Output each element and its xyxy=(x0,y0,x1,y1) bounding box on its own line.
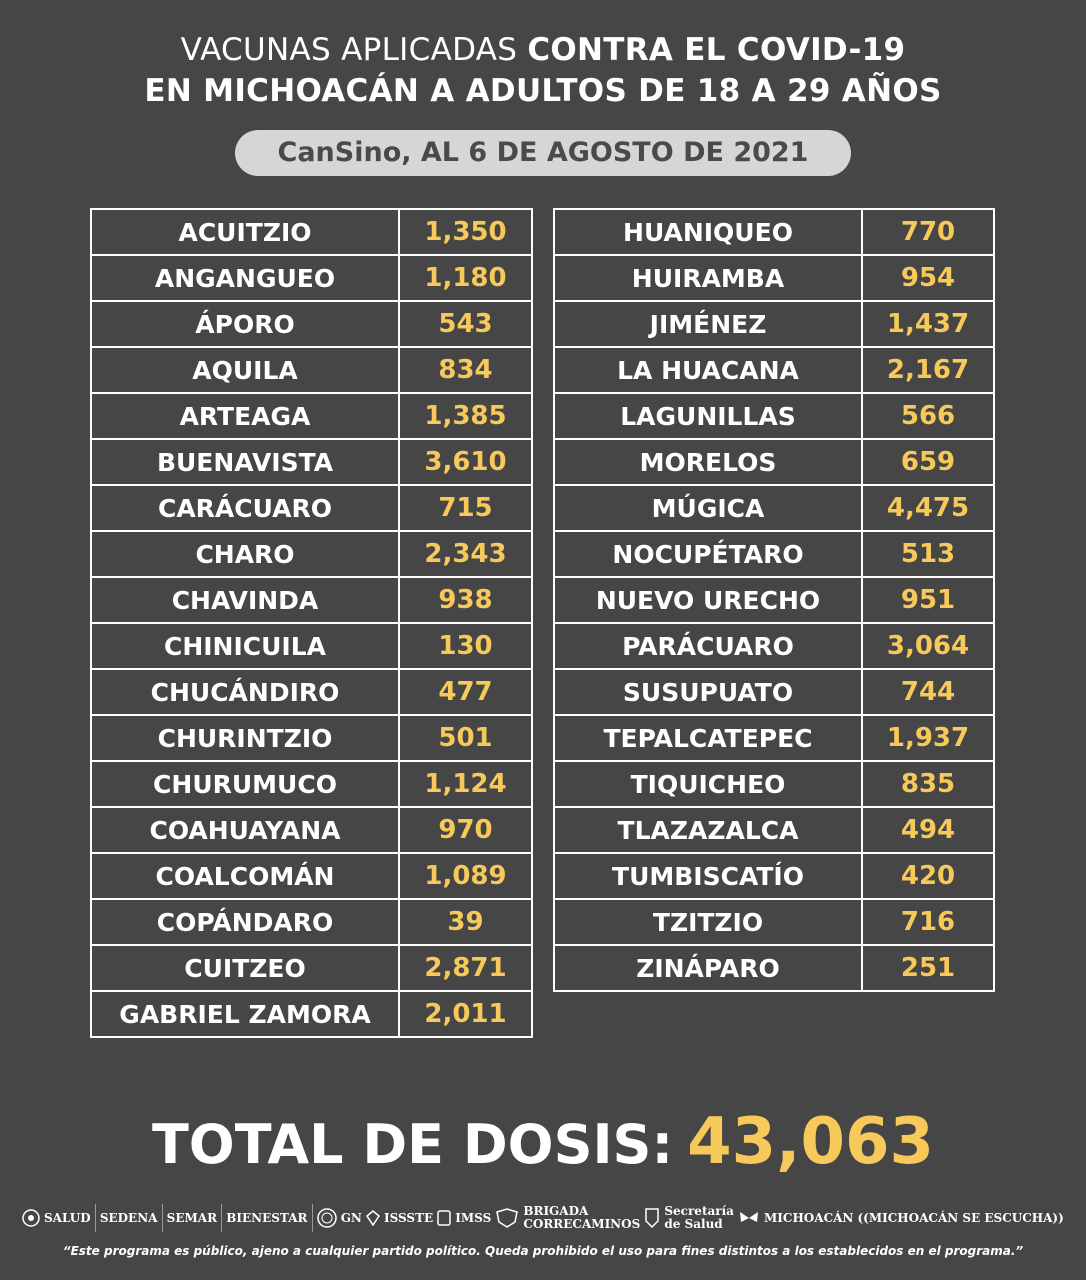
butterfly-icon xyxy=(738,1210,760,1226)
dose-count: 970 xyxy=(399,807,532,853)
gn-seal-icon xyxy=(317,1208,337,1228)
dose-count: 501 xyxy=(399,715,532,761)
municipio-name: NUEVO URECHO xyxy=(554,577,862,623)
municipio-name: ÁPORO xyxy=(91,301,399,347)
municipio-name: ZINÁPARO xyxy=(554,945,862,991)
sedena-logo xyxy=(100,1212,158,1225)
municipio-name: HUANIQUEO xyxy=(554,209,862,255)
dose-count: 130 xyxy=(399,623,532,669)
municipio-name: COALCOMÁN xyxy=(91,853,399,899)
table-row xyxy=(91,853,532,899)
sedena-logo-text: SEDENA xyxy=(99,1210,158,1225)
municipio-name: MORELOS xyxy=(554,439,862,485)
table-row xyxy=(91,485,532,531)
municipio-name: BUENAVISTA xyxy=(91,439,399,485)
municipio-name: ARTEAGA xyxy=(91,393,399,439)
municipio-name: ACUITZIO xyxy=(91,209,399,255)
table-row xyxy=(554,669,994,715)
table-row xyxy=(91,669,532,715)
dose-count: 834 xyxy=(399,347,532,393)
disclaimer-text: “Este programa es público, ajeno a cualquier partido político. Queda prohibido el uso para fines distintos a los establecidos en el programa.” xyxy=(62,1244,1024,1258)
municipio-name: PARÁCUARO xyxy=(554,623,862,669)
municipio-name: CHAVINDA xyxy=(91,577,399,623)
issste-emblem-icon xyxy=(366,1210,380,1226)
salud-logo xyxy=(22,1209,91,1227)
imss-emblem-icon xyxy=(437,1210,451,1226)
michoacan-crest-icon xyxy=(644,1207,660,1229)
table-row xyxy=(554,255,994,301)
municipio-name: LA HUACANA xyxy=(554,347,862,393)
dose-count: 251 xyxy=(862,945,994,991)
page-title xyxy=(0,30,1086,112)
logo-divider xyxy=(221,1204,222,1232)
dose-count: 39 xyxy=(399,899,532,945)
municipio-name: TZITZIO xyxy=(554,899,862,945)
municipio-name: HUIRAMBA xyxy=(554,255,862,301)
table-row xyxy=(554,623,994,669)
secretaria-line-2: de Salud xyxy=(664,1217,723,1231)
table-row xyxy=(91,991,532,1037)
dose-count: 513 xyxy=(862,531,994,577)
total-label: TOTAL DE DOSIS: xyxy=(151,1113,674,1176)
municipio-name: LAGUNILLAS xyxy=(554,393,862,439)
dose-count: 494 xyxy=(862,807,994,853)
secretaria-line-1: Secretaría xyxy=(664,1204,734,1218)
dose-count: 2,871 xyxy=(399,945,532,991)
dose-count: 835 xyxy=(862,761,994,807)
title-line-2: EN MICHOACÁN A ADULTOS DE 18 A 29 AÑOS xyxy=(144,73,942,109)
dose-count: 3,610 xyxy=(399,439,532,485)
shield-icon xyxy=(495,1208,519,1228)
table-row xyxy=(91,393,532,439)
table-row xyxy=(91,255,532,301)
title-line-1-light: VACUNAS APLICADAS xyxy=(180,32,528,68)
dose-count: 1,180 xyxy=(399,255,532,301)
bienestar-logo-text: BIENESTAR xyxy=(226,1210,308,1225)
subtitle-badge: CanSino, AL 6 DE AGOSTO DE 2021 xyxy=(235,130,851,176)
dose-count: 2,011 xyxy=(399,991,532,1037)
table-row xyxy=(554,577,994,623)
dose-count: 716 xyxy=(862,899,994,945)
table-row xyxy=(554,899,994,945)
secretaria-salud-logo xyxy=(644,1205,734,1231)
escucha-logo-text: ((MICHOACÁN SE ESCUCHA)) xyxy=(857,1210,1064,1225)
table-row xyxy=(91,899,532,945)
table-row xyxy=(554,715,994,761)
michoacan-se-escucha-logo xyxy=(858,1212,1064,1225)
table-row xyxy=(554,485,994,531)
municipio-name: SUSUPUATO xyxy=(554,669,862,715)
table-row xyxy=(554,761,994,807)
municipio-name: TEPALCATEPEC xyxy=(554,715,862,761)
sponsor-logos xyxy=(22,1200,1064,1236)
table-row xyxy=(91,439,532,485)
table-row xyxy=(554,393,994,439)
logo-divider xyxy=(162,1204,163,1232)
dose-count: 477 xyxy=(399,669,532,715)
municipio-name: CHURUMUCO xyxy=(91,761,399,807)
table-row xyxy=(91,715,532,761)
table-row xyxy=(91,945,532,991)
dose-count: 744 xyxy=(862,669,994,715)
total-value: 43,063 xyxy=(687,1105,935,1179)
imss-logo-text: IMSS xyxy=(455,1210,492,1225)
brigada-line-1: BRIGADA xyxy=(523,1204,589,1218)
semar-logo xyxy=(167,1212,217,1225)
municipio-name: NOCUPÉTARO xyxy=(554,531,862,577)
municipio-name: TIQUICHEO xyxy=(554,761,862,807)
table-row xyxy=(554,347,994,393)
municipio-name: ANGANGUEO xyxy=(91,255,399,301)
dose-count: 1,089 xyxy=(399,853,532,899)
municipio-name: JIMÉNEZ xyxy=(554,301,862,347)
dose-count: 420 xyxy=(862,853,994,899)
dose-count: 1,350 xyxy=(399,209,532,255)
municipio-name: TLAZAZALCA xyxy=(554,807,862,853)
dose-count: 770 xyxy=(862,209,994,255)
municipio-name: CHARO xyxy=(91,531,399,577)
table-row xyxy=(91,577,532,623)
table-row xyxy=(91,209,532,255)
michoacan-logo-text: MICHOACÁN xyxy=(764,1210,854,1225)
municipio-name: MÚGICA xyxy=(554,485,862,531)
table-row xyxy=(91,301,532,347)
logo-divider xyxy=(95,1204,96,1232)
dose-count: 2,167 xyxy=(862,347,994,393)
table-row xyxy=(91,807,532,853)
logo-divider xyxy=(312,1204,313,1232)
dose-count: 3,064 xyxy=(862,623,994,669)
table-row xyxy=(554,531,994,577)
brigada-line-2: CORRECAMINOS xyxy=(523,1217,641,1231)
municipio-name: TUMBISCATÍO xyxy=(554,853,862,899)
municipio-name: CHURINTZIO xyxy=(91,715,399,761)
table-row xyxy=(554,945,994,991)
total-doses xyxy=(0,1106,1086,1178)
vaccines-table-left xyxy=(90,208,533,1038)
dose-count: 938 xyxy=(399,577,532,623)
issste-logo-text: ISSSTE xyxy=(384,1210,434,1225)
municipio-name: GABRIEL ZAMORA xyxy=(91,991,399,1037)
table-row xyxy=(91,761,532,807)
dose-count: 1,937 xyxy=(862,715,994,761)
dose-count: 1,385 xyxy=(399,393,532,439)
municipio-name: COPÁNDARO xyxy=(91,899,399,945)
table-row xyxy=(554,301,994,347)
dose-count: 1,124 xyxy=(399,761,532,807)
semar-logo-text: SEMAR xyxy=(166,1210,218,1225)
municipio-name: CUITZEO xyxy=(91,945,399,991)
secretaria-logo-text xyxy=(664,1205,734,1231)
municipio-name: AQUILA xyxy=(91,347,399,393)
table-row xyxy=(554,439,994,485)
dose-count: 566 xyxy=(862,393,994,439)
gobierno-michoacan-logo xyxy=(738,1210,853,1226)
dose-count: 659 xyxy=(862,439,994,485)
dose-count: 543 xyxy=(399,301,532,347)
gn-logo-text: GN xyxy=(340,1210,362,1225)
municipio-name: CARÁCUARO xyxy=(91,485,399,531)
vaccines-table-right xyxy=(553,208,995,992)
table-row xyxy=(554,209,994,255)
bienestar-logo xyxy=(226,1212,307,1225)
title-line-1 xyxy=(0,30,1086,71)
table-row xyxy=(91,623,532,669)
brigada-correcaminos-logo xyxy=(495,1205,640,1231)
table-row xyxy=(554,853,994,899)
municipio-name: COAHUAYANA xyxy=(91,807,399,853)
salud-logo-text: SALUD xyxy=(44,1210,91,1225)
table-row xyxy=(91,531,532,577)
imss-logo xyxy=(437,1210,491,1226)
table-row xyxy=(554,807,994,853)
dose-count: 951 xyxy=(862,577,994,623)
dose-count: 1,437 xyxy=(862,301,994,347)
dose-count: 4,475 xyxy=(862,485,994,531)
dose-count: 715 xyxy=(399,485,532,531)
table-row xyxy=(91,347,532,393)
title-line-1-bold: CONTRA EL COVID-19 xyxy=(527,32,906,68)
brigada-logo-text xyxy=(523,1205,640,1231)
gn-logo xyxy=(317,1208,362,1228)
municipio-name: CHINICUILA xyxy=(91,623,399,669)
municipio-name: CHUCÁNDIRO xyxy=(91,669,399,715)
dose-count: 2,343 xyxy=(399,531,532,577)
issste-logo xyxy=(366,1210,433,1226)
salud-seal-icon xyxy=(22,1209,40,1227)
dose-count: 954 xyxy=(862,255,994,301)
